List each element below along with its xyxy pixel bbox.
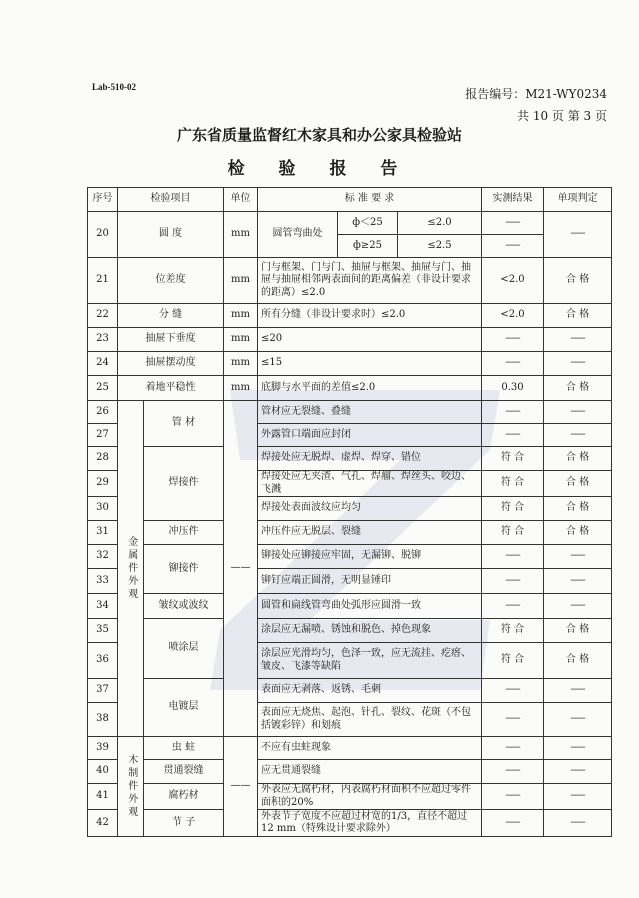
- table-row: 34 皱纹或波纹 圆管和扁线管弯曲处弧形应圆滑一致 ------ ------: [88, 594, 612, 619]
- group-metal: 金属件外观: [118, 401, 144, 737]
- table-row: 21 位差度 mm 门与框架、门与门、抽屉与框架、抽屉与门、抽屉与抽屉相邻两表面间的距离偏差（非设计要求的距离）≤2.0 <2.0 合 格: [88, 258, 612, 304]
- table-row: 20 圆 度 mm 圆管弯曲处 ф＜25 ≤2.0 ------ ------: [88, 212, 612, 235]
- lab-code: Lab-510-02: [92, 82, 137, 92]
- table-row: 32 铆接件 铆接处应铆接应牢固，无漏铆、脱铆 ------ ------: [88, 545, 612, 569]
- col-measured: 实测结果: [482, 188, 544, 212]
- table-row: 31 冲压件 冲压件应无脱层、裂缝 符 合 合 格: [88, 521, 612, 545]
- col-seq: 序号: [88, 188, 118, 212]
- col-item: 检验项目: [118, 188, 224, 212]
- table-row: 42 节 子 外表节子宽度不应超过材宽的1/3，直径不超过12 mm（特殊设计要求除外） ------ ------: [88, 810, 612, 837]
- merged-unit-wood: ——: [224, 737, 258, 837]
- table-row: 29 焊接处应无夹渣、气孔、焊瘤、焊丝头、咬边、飞溅 符 合 合 格: [88, 471, 612, 497]
- table-row: 41 腐朽材 外表应无腐朽材，内表腐朽材面积不应超过零件面积的20% ------ ------: [88, 784, 612, 810]
- table-row: 24 抽屉摆动度 mm ≤15 ------ ------: [88, 352, 612, 376]
- table-row: 25 着地平稳性 mm 底脚与水平面的差值≤2.0 0.30 合 格: [88, 376, 612, 401]
- table-row: 23 抽屉下垂度 mm ≤20 ------ ------: [88, 328, 612, 352]
- table-row: ф≥25 ≤2.5 ------: [88, 235, 612, 258]
- table-header-row: [88, 188, 612, 212]
- page-title: 检 验 报 告: [227, 159, 412, 179]
- table-row: 26 金属件外观 管 材 —— 管材应无裂缝、叠缝 ------ ------: [88, 401, 612, 424]
- table-row: 40 贯通裂缝 应无贯通裂缝 ------ ------: [88, 760, 612, 784]
- table-row: 36 涂层应光滑均匀，色泽一致，应无流挂、疙瘩、皱皮、飞漆等缺陷 符 合 合 格: [88, 643, 612, 679]
- table-row: 22 分 缝 mm 所有分缝（非设计要求时）≤2.0 <2.0 合 格: [88, 304, 612, 328]
- col-requirement: 标 准 要 求: [258, 188, 482, 212]
- table-row: 39 木制件外观 虫 蛀 —— 不应有虫蛀现象 ------ ------: [88, 737, 612, 760]
- col-judgment: 单项判定: [544, 188, 612, 212]
- report-number: 报告编号：M21-WY0234: [465, 87, 607, 101]
- table-row: 27 外露管口端面应封闭 ------ ------: [88, 424, 612, 447]
- table-row: 38 表面应无烧焦、起泡、针孔、裂纹、花斑（不包括镀彩锌）和划痕 ------ ------: [88, 703, 612, 737]
- table-row: 37 电镀层 表面应无剥落、返锈、毛刺 ------ ------: [88, 679, 612, 703]
- table-row: 30 焊接处表面波纹应均匀 符 合 合 格: [88, 497, 612, 521]
- group-wood: 木制件外观: [118, 737, 144, 837]
- table-row: 28 焊接件 焊接处应无脱焊、虚焊、焊穿、错位 符 合 合 格: [88, 447, 612, 471]
- inspection-table: [87, 187, 612, 837]
- organization-name: 广东省质量监督红木家具和办公家具检验站: [176, 126, 462, 144]
- merged-unit: ——: [224, 401, 258, 737]
- col-unit: 单位: [224, 188, 258, 212]
- table-row: 33 铆钉应端正圆滑，无明显锤印 ------ ------: [88, 569, 612, 594]
- page-info: 共 10 页 第 3 页: [517, 109, 607, 123]
- table-row: 35 喷涂层 涂层应无漏喷、锈蚀和脱色、掉色现象 符 合 合 格: [88, 619, 612, 643]
